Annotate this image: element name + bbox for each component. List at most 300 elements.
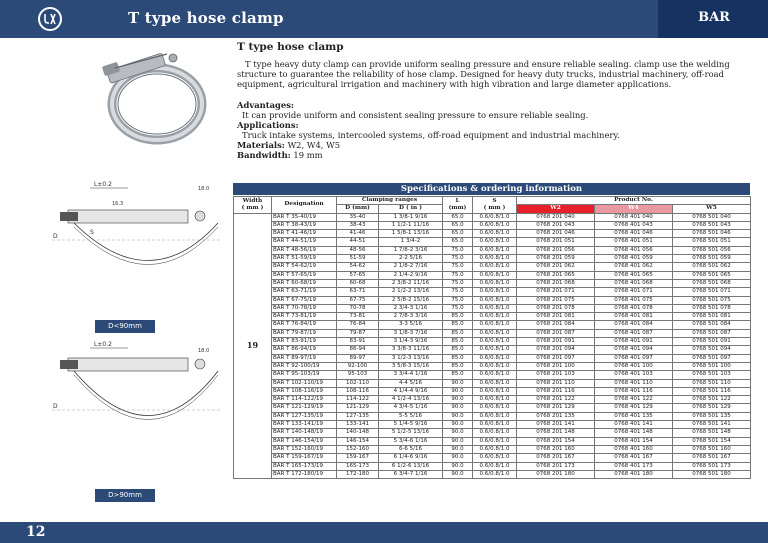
- col-designation: Designation: [272, 197, 337, 214]
- l-cell: 75.0: [443, 304, 473, 312]
- l-cell: 90.0: [443, 445, 473, 453]
- designation-cell: BAR T 159-167/19: [272, 454, 337, 462]
- d-in-cell: 2 7/8-3 3/16: [379, 313, 443, 321]
- w2-cell: 0768 201 075: [517, 296, 595, 304]
- s-cell: 0.6/0.8/1.0: [473, 412, 517, 420]
- w2-cell: 0768 201 062: [517, 263, 595, 271]
- designation-cell: BAR T 38-43/19: [272, 221, 337, 229]
- l-cell: 85.0: [443, 329, 473, 337]
- w2-cell: 0768 201 078: [517, 304, 595, 312]
- col-product-no: Product No.: [517, 197, 751, 205]
- s-cell: 0.6/0.8/1.0: [473, 379, 517, 387]
- table-row: [234, 213, 751, 221]
- designation-cell: BAR T 121-129/19: [272, 404, 337, 412]
- w4-cell: 0768 401 110: [595, 379, 673, 387]
- s-cell: 0.6/0.8/1.0: [473, 354, 517, 362]
- col-d-in: D ( in ): [379, 205, 443, 213]
- designation-cell: BAR T 152-160/19: [272, 445, 337, 453]
- s-cell: 0.6/0.8/1.0: [473, 238, 517, 246]
- applications-text: Truck intake systems, intercooled systems, off-road equipment and industrial machinery.: [242, 129, 620, 140]
- d-in-cell: 1 5/8-1 13/16: [379, 230, 443, 238]
- d-in-cell: 6 1/4-6 9/16: [379, 454, 443, 462]
- designation-cell: BAR T 92-100/19: [272, 362, 337, 370]
- d-in-cell: 5 3/4-6 1/16: [379, 437, 443, 445]
- w4-cell: 0768 401 091: [595, 338, 673, 346]
- d-in-cell: 6 3/4-7 1/16: [379, 470, 443, 478]
- d-mm-cell: 35-40: [337, 213, 379, 221]
- w5-cell: 0768 501 071: [673, 288, 751, 296]
- col-w4: W4: [595, 205, 673, 213]
- footer-bar: [0, 522, 768, 543]
- product-heading: T type hose clamp: [237, 41, 344, 53]
- s-cell: 0.6/0.8/1.0: [473, 230, 517, 238]
- l-cell: 85.0: [443, 321, 473, 329]
- w5-cell: 0768 501 160: [673, 445, 751, 453]
- l-cell: 65.0: [443, 238, 473, 246]
- w4-cell: 0768 401 160: [595, 445, 673, 453]
- d-mm-cell: 127-135: [337, 412, 379, 420]
- l-cell: 90.0: [443, 437, 473, 445]
- w4-cell: 0768 401 135: [595, 412, 673, 420]
- d-in-cell: 3-3 5/16: [379, 321, 443, 329]
- d-mm-cell: 86-94: [337, 346, 379, 354]
- w2-cell: 0768 201 059: [517, 255, 595, 263]
- table-row: [234, 346, 751, 354]
- w2-cell: 0768 201 084: [517, 321, 595, 329]
- d-mm-cell: 38-43: [337, 221, 379, 229]
- w4-cell: 0768 401 103: [595, 371, 673, 379]
- w5-cell: 0768 501 040: [673, 213, 751, 221]
- l-cell: 85.0: [443, 371, 473, 379]
- designation-cell: BAR T 41-46/19: [272, 230, 337, 238]
- d-mm-cell: 108-116: [337, 387, 379, 395]
- l-cell: 90.0: [443, 379, 473, 387]
- w5-cell: 0768 501 059: [673, 255, 751, 263]
- w2-cell: 0768 201 103: [517, 371, 595, 379]
- w5-cell: 0768 501 084: [673, 321, 751, 329]
- page-number: 12: [26, 524, 46, 540]
- designation-cell: BAR T 95-103/19: [272, 371, 337, 379]
- w4-cell: 0768 401 075: [595, 296, 673, 304]
- l-cell: 75.0: [443, 288, 473, 296]
- l-cell: 75.0: [443, 296, 473, 304]
- w5-cell: 0768 501 154: [673, 437, 751, 445]
- d-mm-cell: 54-62: [337, 263, 379, 271]
- table-row: [234, 255, 751, 263]
- brand-logo-icon: [38, 7, 62, 31]
- designation-cell: BAR T 76-84/19: [272, 321, 337, 329]
- s-cell: 0.6/0.8/1.0: [473, 329, 517, 337]
- w4-cell: 0768 401 116: [595, 387, 673, 395]
- col-l: [443, 197, 473, 214]
- dim-length-2: L±0.2: [94, 341, 112, 348]
- advantages-text: It can provide uniform and consistent sealing pressure to ensure reliable sealing.: [242, 109, 589, 120]
- s-cell: 0.6/0.8/1.0: [473, 371, 517, 379]
- l-cell: 75.0: [443, 279, 473, 287]
- w4-cell: 0768 401 148: [595, 429, 673, 437]
- d-mm-cell: 70-78: [337, 304, 379, 312]
- s-cell: 0.6/0.8/1.0: [473, 213, 517, 221]
- w5-cell: 0768 501 094: [673, 346, 751, 354]
- designation-cell: BAR T 79-87/19: [272, 329, 337, 337]
- d-mm-cell: 44-51: [337, 238, 379, 246]
- designation-cell: BAR T 146-154/19: [272, 437, 337, 445]
- w4-cell: 0768 401 141: [595, 421, 673, 429]
- w5-cell: 0768 501 043: [673, 221, 751, 229]
- w2-cell: 0768 201 094: [517, 346, 595, 354]
- w5-cell: 0768 501 081: [673, 313, 751, 321]
- designation-cell: BAR T 63-71/19: [272, 288, 337, 296]
- dim-width-1: 16.3: [112, 201, 124, 207]
- technical-diagram-small: [50, 178, 225, 298]
- s-cell: 0.6/0.8/1.0: [473, 445, 517, 453]
- table-row: [234, 329, 751, 337]
- w5-cell: 0768 501 148: [673, 429, 751, 437]
- d-mm-cell: 95-103: [337, 371, 379, 379]
- l-cell: 90.0: [443, 470, 473, 478]
- l-cell: 90.0: [443, 396, 473, 404]
- applications-label: Applications:: [237, 119, 299, 130]
- w5-cell: 0768 501 135: [673, 412, 751, 420]
- d-mm-cell: 172-180: [337, 470, 379, 478]
- table-row: [234, 304, 751, 312]
- s-cell: 0.6/0.8/1.0: [473, 304, 517, 312]
- l-cell: 85.0: [443, 346, 473, 354]
- col-clamping-ranges: Clamping ranges: [337, 197, 443, 205]
- s-cell: 0.6/0.8/1.0: [473, 221, 517, 229]
- w5-cell: 0768 501 051: [673, 238, 751, 246]
- w2-cell: 0768 201 173: [517, 462, 595, 470]
- l-cell: 85.0: [443, 338, 473, 346]
- table-row: [234, 271, 751, 279]
- materials-label: Materials:: [237, 139, 285, 150]
- designation-cell: BAR T 44-51/19: [272, 238, 337, 246]
- d-mm-cell: 67-75: [337, 296, 379, 304]
- w4-cell: 0768 401 167: [595, 454, 673, 462]
- table-row: [234, 454, 751, 462]
- col-w2: W2: [517, 205, 595, 213]
- l-cell: 65.0: [443, 221, 473, 229]
- d-in-cell: 3 3/8-3 11/16: [379, 346, 443, 354]
- table-row: [234, 362, 751, 370]
- section-tab-label: BAR: [698, 10, 730, 25]
- dim-diameter-1: D: [53, 233, 58, 240]
- d-mm-cell: 63-71: [337, 288, 379, 296]
- table-row: [234, 230, 751, 238]
- d-in-cell: 4 3/4-5 1/16: [379, 404, 443, 412]
- s-cell: 0.6/0.8/1.0: [473, 396, 517, 404]
- l-cell: 90.0: [443, 412, 473, 420]
- table-row: [234, 470, 751, 478]
- w2-cell: 0768 201 122: [517, 396, 595, 404]
- d-mm-cell: 140-148: [337, 429, 379, 437]
- w5-cell: 0768 501 180: [673, 470, 751, 478]
- spec-table: [233, 196, 751, 479]
- table-row: [234, 288, 751, 296]
- l-cell: 90.0: [443, 387, 473, 395]
- l-cell: 90.0: [443, 462, 473, 470]
- header-bar: [0, 0, 768, 38]
- dim-height-2: 18.0: [198, 348, 210, 354]
- w5-cell: 0768 501 110: [673, 379, 751, 387]
- technical-diagram-large: [50, 340, 225, 455]
- dim-length-1: L±0.2: [94, 181, 112, 188]
- w5-cell: 0768 501 068: [673, 279, 751, 287]
- s-cell: 0.6/0.8/1.0: [473, 255, 517, 263]
- w2-cell: 0768 201 141: [517, 421, 595, 429]
- d-in-cell: 2 1/4-2 9/16: [379, 271, 443, 279]
- w2-cell: 0768 201 110: [517, 379, 595, 387]
- table-row: [234, 379, 751, 387]
- w4-cell: 0768 401 078: [595, 304, 673, 312]
- w4-cell: 0768 401 180: [595, 470, 673, 478]
- designation-cell: BAR T 127-135/19: [272, 412, 337, 420]
- d-mm-cell: 73-81: [337, 313, 379, 321]
- table-row: [234, 462, 751, 470]
- d-in-cell: 6 1/2-6 13/16: [379, 462, 443, 470]
- d-in-cell: 6-6 5/16: [379, 445, 443, 453]
- w2-cell: 0768 201 043: [517, 221, 595, 229]
- d-in-cell: 1 3/8-1 9/16: [379, 213, 443, 221]
- width-value-cell: 19: [234, 213, 272, 479]
- w5-cell: 0768 501 116: [673, 387, 751, 395]
- spec-table-body: [234, 213, 751, 479]
- w4-cell: 0768 401 129: [595, 404, 673, 412]
- s-cell: 0.6/0.8/1.0: [473, 346, 517, 354]
- hose-clamp-photo: [95, 44, 215, 149]
- designation-cell: BAR T 114-122/19: [272, 396, 337, 404]
- w5-cell: 0768 501 078: [673, 304, 751, 312]
- w2-cell: 0768 201 180: [517, 470, 595, 478]
- col-l-unit: (mm): [448, 204, 467, 211]
- designation-cell: BAR T 89-97/19: [272, 354, 337, 362]
- col-l-label: L: [455, 197, 460, 204]
- spec-table-title: Specifications & ordering information: [233, 183, 750, 195]
- d-mm-cell: 48-56: [337, 246, 379, 254]
- designation-cell: BAR T 70-78/19: [272, 304, 337, 312]
- table-row: [234, 296, 751, 304]
- d-mm-cell: 114-122: [337, 396, 379, 404]
- w5-cell: 0768 501 087: [673, 329, 751, 337]
- w5-cell: 0768 501 103: [673, 371, 751, 379]
- designation-cell: BAR T 73-81/19: [272, 313, 337, 321]
- table-row: [234, 429, 751, 437]
- d-in-cell: 1 1/2-1 11/16: [379, 221, 443, 229]
- w4-cell: 0768 401 068: [595, 279, 673, 287]
- d-mm-cell: 133-141: [337, 421, 379, 429]
- w2-cell: 0768 201 160: [517, 445, 595, 453]
- l-cell: 75.0: [443, 246, 473, 254]
- w2-cell: 0768 201 154: [517, 437, 595, 445]
- l-cell: 90.0: [443, 454, 473, 462]
- dim-height-1: 18.0: [198, 186, 210, 192]
- s-cell: 0.6/0.8/1.0: [473, 313, 517, 321]
- d-in-cell: 2 3/4-3 1/16: [379, 304, 443, 312]
- w5-cell: 0768 501 046: [673, 230, 751, 238]
- d-in-cell: 4 1/2-4 13/16: [379, 396, 443, 404]
- designation-cell: BAR T 51-59/19: [272, 255, 337, 263]
- w4-cell: 0768 401 081: [595, 313, 673, 321]
- bandwidth-text: 19 mm: [293, 149, 323, 160]
- w5-cell: 0768 501 065: [673, 271, 751, 279]
- d-mm-cell: 89-97: [337, 354, 379, 362]
- w2-cell: 0768 201 051: [517, 238, 595, 246]
- col-w5: W5: [673, 205, 751, 213]
- s-cell: 0.6/0.8/1.0: [473, 421, 517, 429]
- s-cell: 0.6/0.8/1.0: [473, 454, 517, 462]
- w4-cell: 0768 401 154: [595, 437, 673, 445]
- table-row: [234, 246, 751, 254]
- table-row: [234, 387, 751, 395]
- d-in-cell: 2 3/8-2 11/16: [379, 279, 443, 287]
- w4-cell: 0768 401 122: [595, 396, 673, 404]
- s-cell: 0.6/0.8/1.0: [473, 437, 517, 445]
- d-in-cell: 2-2 5/16: [379, 255, 443, 263]
- w4-cell: 0768 401 056: [595, 246, 673, 254]
- w4-cell: 0768 401 051: [595, 238, 673, 246]
- table-row: [234, 221, 751, 229]
- designation-cell: BAR T 172-180/19: [272, 470, 337, 478]
- page-header-title: T type hose clamp: [128, 9, 284, 27]
- w2-cell: 0768 201 097: [517, 354, 595, 362]
- w2-cell: 0768 201 065: [517, 271, 595, 279]
- d-in-cell: 1 7/8-2 3/16: [379, 246, 443, 254]
- designation-cell: BAR T 133-141/19: [272, 421, 337, 429]
- table-row: [234, 404, 751, 412]
- w2-cell: 0768 201 116: [517, 387, 595, 395]
- d-in-cell: 3 5/8-3 15/16: [379, 362, 443, 370]
- d-mm-cell: 60-68: [337, 279, 379, 287]
- s-cell: 0.6/0.8/1.0: [473, 246, 517, 254]
- s-cell: 0.6/0.8/1.0: [473, 362, 517, 370]
- s-cell: 0.6/0.8/1.0: [473, 462, 517, 470]
- d-in-cell: 2 1/8-2 7/16: [379, 263, 443, 271]
- col-s: [473, 197, 517, 214]
- s-cell: 0.6/0.8/1.0: [473, 288, 517, 296]
- table-row: [234, 321, 751, 329]
- l-cell: 75.0: [443, 255, 473, 263]
- d-in-cell: 5 1/4-5 9/16: [379, 421, 443, 429]
- s-cell: 0.6/0.8/1.0: [473, 338, 517, 346]
- s-cell: 0.6/0.8/1.0: [473, 279, 517, 287]
- w4-cell: 0768 401 062: [595, 263, 673, 271]
- w4-cell: 0768 401 043: [595, 221, 673, 229]
- designation-cell: BAR T 60-68/19: [272, 279, 337, 287]
- col-d-mm: D (mm): [337, 205, 379, 213]
- designation-cell: BAR T 35-40/19: [272, 213, 337, 221]
- section-tab: [658, 0, 768, 38]
- w5-cell: 0768 501 075: [673, 296, 751, 304]
- d-in-cell: 3 1/4-3 9/16: [379, 338, 443, 346]
- s-cell: 0.6/0.8/1.0: [473, 263, 517, 271]
- w4-cell: 0768 401 046: [595, 230, 673, 238]
- w2-cell: 0768 201 148: [517, 429, 595, 437]
- col-width: [234, 197, 272, 214]
- w5-cell: 0768 501 056: [673, 246, 751, 254]
- d-in-cell: 5 1/2-5 13/16: [379, 429, 443, 437]
- designation-cell: BAR T 67-75/19: [272, 296, 337, 304]
- designation-cell: BAR T 165-173/19: [272, 462, 337, 470]
- l-cell: 85.0: [443, 362, 473, 370]
- table-row: [234, 371, 751, 379]
- d-in-cell: 1 3/4-2: [379, 238, 443, 246]
- w4-cell: 0768 401 059: [595, 255, 673, 263]
- l-cell: 90.0: [443, 404, 473, 412]
- d-mm-cell: 121-129: [337, 404, 379, 412]
- d-mm-cell: 92-100: [337, 362, 379, 370]
- table-row: [234, 445, 751, 453]
- dim-diameter-2: D: [53, 403, 58, 410]
- d-mm-cell: 51-59: [337, 255, 379, 263]
- w2-cell: 0768 201 167: [517, 454, 595, 462]
- w5-cell: 0768 501 167: [673, 454, 751, 462]
- s-cell: 0.6/0.8/1.0: [473, 321, 517, 329]
- w5-cell: 0768 501 122: [673, 396, 751, 404]
- d-in-cell: 2 5/8-2 15/16: [379, 296, 443, 304]
- designation-cell: BAR T 57-65/19: [272, 271, 337, 279]
- l-cell: 65.0: [443, 213, 473, 221]
- table-row: [234, 421, 751, 429]
- d-mm-cell: 57-65: [337, 271, 379, 279]
- s-cell: 0.6/0.8/1.0: [473, 470, 517, 478]
- table-row: [234, 412, 751, 420]
- d-mm-cell: 79-87: [337, 329, 379, 337]
- table-row: [234, 437, 751, 445]
- w5-cell: 0768 501 091: [673, 338, 751, 346]
- w2-cell: 0768 201 081: [517, 313, 595, 321]
- d-in-cell: 4 1/4-4 9/16: [379, 387, 443, 395]
- table-row: [234, 279, 751, 287]
- l-cell: 75.0: [443, 271, 473, 279]
- product-specs: [237, 101, 749, 160]
- designation-cell: BAR T 48-56/19: [272, 246, 337, 254]
- label-small-diameter: D<90mm: [95, 320, 155, 333]
- designation-cell: BAR T 86-94/19: [272, 346, 337, 354]
- w4-cell: 0768 401 100: [595, 362, 673, 370]
- w4-cell: 0768 401 097: [595, 354, 673, 362]
- w2-cell: 0768 201 040: [517, 213, 595, 221]
- w4-cell: 0768 401 173: [595, 462, 673, 470]
- designation-cell: BAR T 108-116/19: [272, 387, 337, 395]
- w5-cell: 0768 501 141: [673, 421, 751, 429]
- w2-cell: 0768 201 056: [517, 246, 595, 254]
- designation-cell: BAR T 140-148/19: [272, 429, 337, 437]
- label-large-diameter: D>90mm: [95, 489, 155, 502]
- advantages-label: Advantages:: [237, 100, 295, 110]
- w2-cell: 0768 201 068: [517, 279, 595, 287]
- w2-cell: 0768 201 071: [517, 288, 595, 296]
- w4-cell: 0768 401 094: [595, 346, 673, 354]
- d-in-cell: 3 1/8-3 7/16: [379, 329, 443, 337]
- w2-cell: 0768 201 135: [517, 412, 595, 420]
- col-s-label: S: [492, 197, 497, 204]
- d-mm-cell: 152-160: [337, 445, 379, 453]
- l-cell: 85.0: [443, 354, 473, 362]
- w5-cell: 0768 501 062: [673, 263, 751, 271]
- w4-cell: 0768 401 065: [595, 271, 673, 279]
- designation-cell: BAR T 54-62/19: [272, 263, 337, 271]
- w5-cell: 0768 501 097: [673, 354, 751, 362]
- w2-cell: 0768 201 046: [517, 230, 595, 238]
- d-mm-cell: 41-46: [337, 230, 379, 238]
- w4-cell: 0768 401 040: [595, 213, 673, 221]
- s-cell: 0.6/0.8/1.0: [473, 387, 517, 395]
- col-s-unit: ( mm ): [483, 204, 506, 211]
- w4-cell: 0768 401 087: [595, 329, 673, 337]
- w2-cell: 0768 201 087: [517, 329, 595, 337]
- d-in-cell: 5-5 5/16: [379, 412, 443, 420]
- designation-cell: BAR T 83-91/19: [272, 338, 337, 346]
